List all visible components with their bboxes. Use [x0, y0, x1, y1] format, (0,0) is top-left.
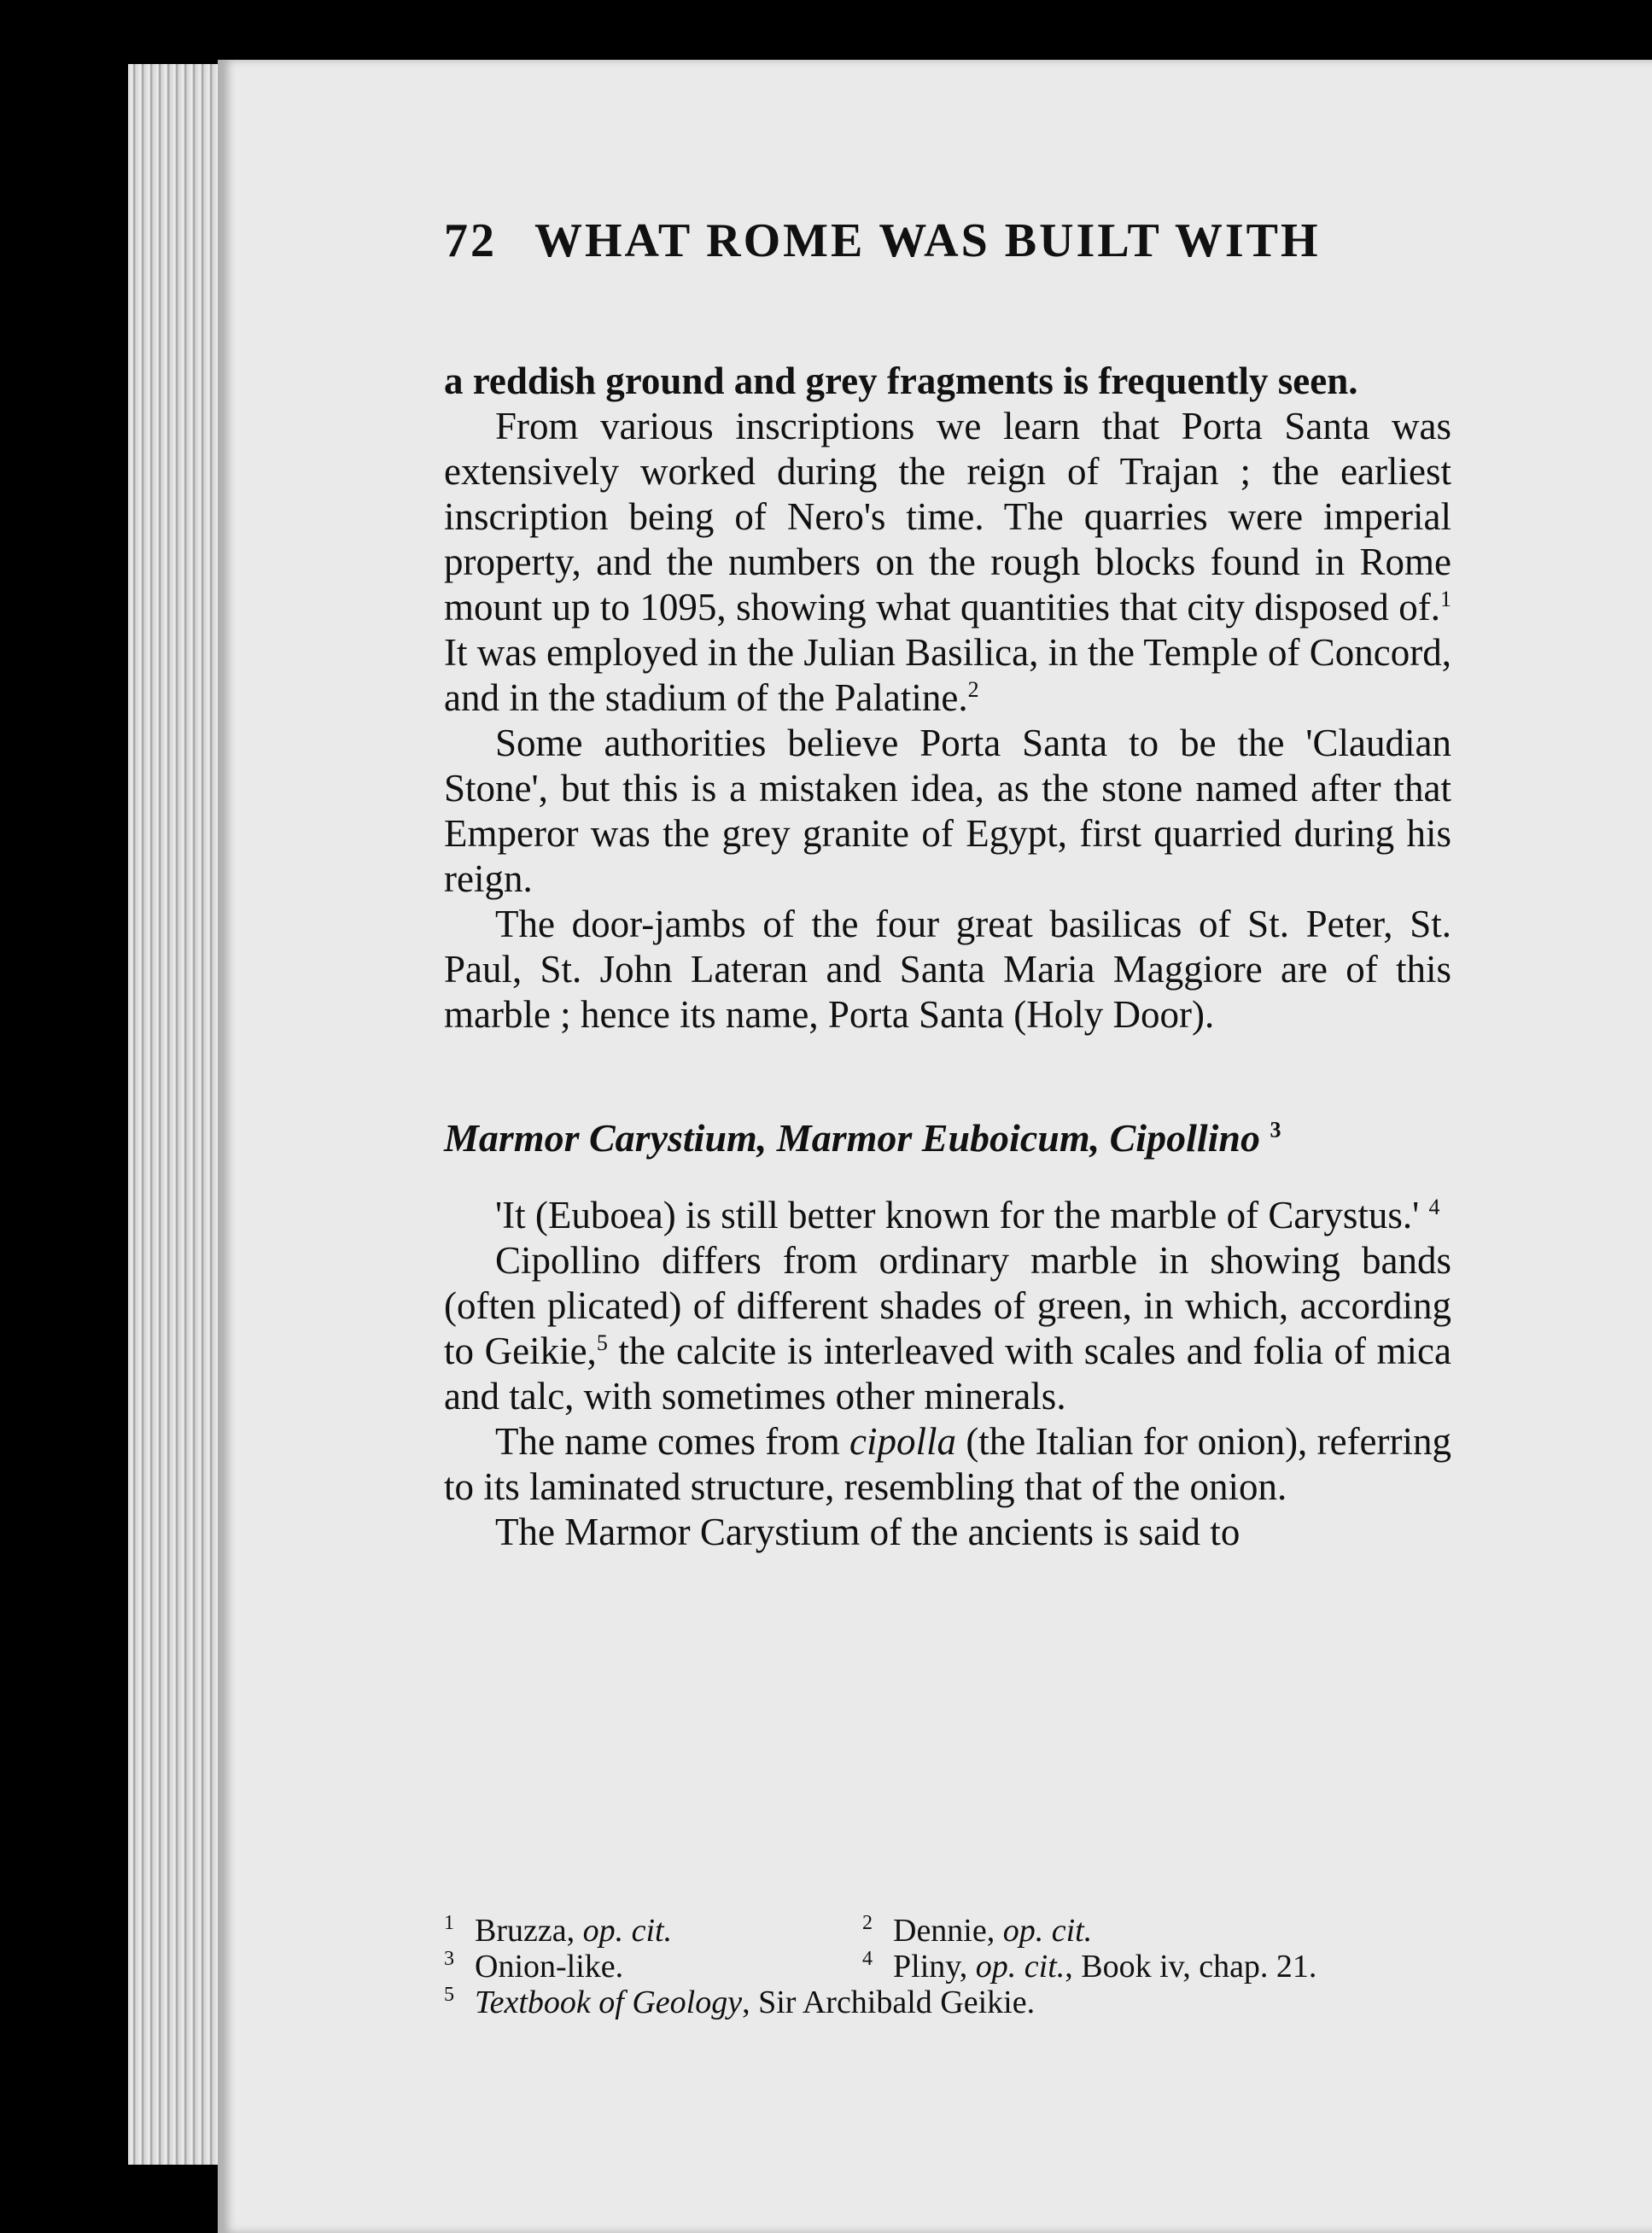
- footnote-text: Dennie,: [893, 1913, 1003, 1949]
- footnote-row: [444, 1949, 1451, 1985]
- paragraph-name-origin: [444, 1419, 1451, 1510]
- footnote-text-italic: op. cit.: [1002, 1913, 1093, 1949]
- footnote-3: 3 Onion-like.: [444, 1948, 624, 1985]
- paragraph-text: (the Italian for onion), referring to its laminated structure, resembling that of the onion.: [444, 1420, 1451, 1508]
- footnote-row: [444, 1913, 1451, 1949]
- paragraph-text: It was employed in the Julian Basilica, in the Temple of Concord, and in the stadium of the Palatine.: [444, 631, 1451, 719]
- footnotes: [444, 1913, 1451, 2020]
- footnote-text-italic: Textbook of Geology: [475, 1985, 743, 2020]
- running-head: [444, 213, 1588, 290]
- paragraph-inscriptions: [444, 404, 1451, 721]
- footnote-1: 1 Bruzza, op. cit.: [444, 1912, 673, 1949]
- paragraph-text: From various inscriptions we learn that Porta Santa was extensively worked during the reign of Trajan ; the earliest inscription being of Nero's time. The quarries were imperial property, and the numbers on the rough blocks found in Rome mount up to 1095, showing what quantities that city disposed of.: [444, 405, 1451, 628]
- italic-word: cipolla: [849, 1420, 957, 1463]
- body-text: [444, 359, 1451, 1555]
- footnote-text-italic: op. cit.: [582, 1913, 673, 1949]
- running-title: WHAT ROME WAS BUILT WITH: [534, 214, 1321, 267]
- section-heading-text: Marmor Carystium, Marmor Euboicum, Cipollino: [444, 1116, 1261, 1160]
- footnote-ref: 4: [1428, 1195, 1440, 1219]
- paragraph-text: 'It (Euboea) is still better known for the marble of Carystus.': [495, 1194, 1420, 1236]
- paragraph-door-jambs: The door-jambs of the four great basilicas of St. Peter, St. Paul, St. John Lateran and Santa Maria Maggiore are of this marble ; hence its name, Porta Santa (Holy Door).: [444, 903, 1451, 1036]
- book-page-edges: [128, 64, 231, 2165]
- footnote-ref: 3: [1270, 1117, 1281, 1143]
- footnote-text: Onion-like.: [475, 1949, 624, 1985]
- footnote-ref: 5: [596, 1330, 608, 1355]
- footnote-4: 4 Pliny, op. cit., Book iv, chap. 21.: [862, 1948, 1317, 1985]
- book-page: [218, 60, 1652, 2233]
- paragraph-carystium: The Marmor Carystium of the ancients is said to: [495, 1511, 1240, 1553]
- paragraph-cipollino: [444, 1238, 1451, 1419]
- footnote-text: Pliny,: [893, 1949, 976, 1985]
- footnote-text-italic: op. cit.: [975, 1949, 1065, 1985]
- paragraph-claudian-stone: Some authorities believe Porta Santa to be the 'Claudian Stone', but this is a mistaken idea, as the stone named after that Emperor was the grey granite of Egypt, first quarried during his reign.: [444, 722, 1451, 900]
- footnote-ref: 1: [1440, 587, 1451, 611]
- footnote-text: , Book iv, chap. 21.: [1065, 1949, 1317, 1985]
- paragraph-text: The name comes from: [495, 1420, 850, 1463]
- footnote-row: [444, 1985, 1451, 2020]
- footnote-text: Bruzza,: [475, 1913, 583, 1949]
- section-heading: [444, 1114, 1451, 1162]
- footnote-text: , Sir Archibald Geikie.: [742, 1985, 1036, 2020]
- footnote-ref: 2: [967, 677, 979, 702]
- footnote-5: 5 Textbook of Geology, Sir Archibald Geikie.: [444, 1984, 1036, 2020]
- paragraph-text: the calcite is interleaved with scales and folia of mica and talc, with sometimes other minerals.: [444, 1330, 1451, 1418]
- paragraph-text: Cipollino differs from ordinary marble in showing bands (often plicated) of different shades of green, in which, according to Geikie,: [444, 1239, 1451, 1372]
- paragraph-quotation: [444, 1193, 1451, 1238]
- footnote-2: 2 Dennie, op. cit.: [862, 1912, 1093, 1949]
- paragraph-continued: a reddish ground and grey fragments is frequently seen.: [444, 360, 1358, 402]
- page-number: 72: [444, 214, 497, 267]
